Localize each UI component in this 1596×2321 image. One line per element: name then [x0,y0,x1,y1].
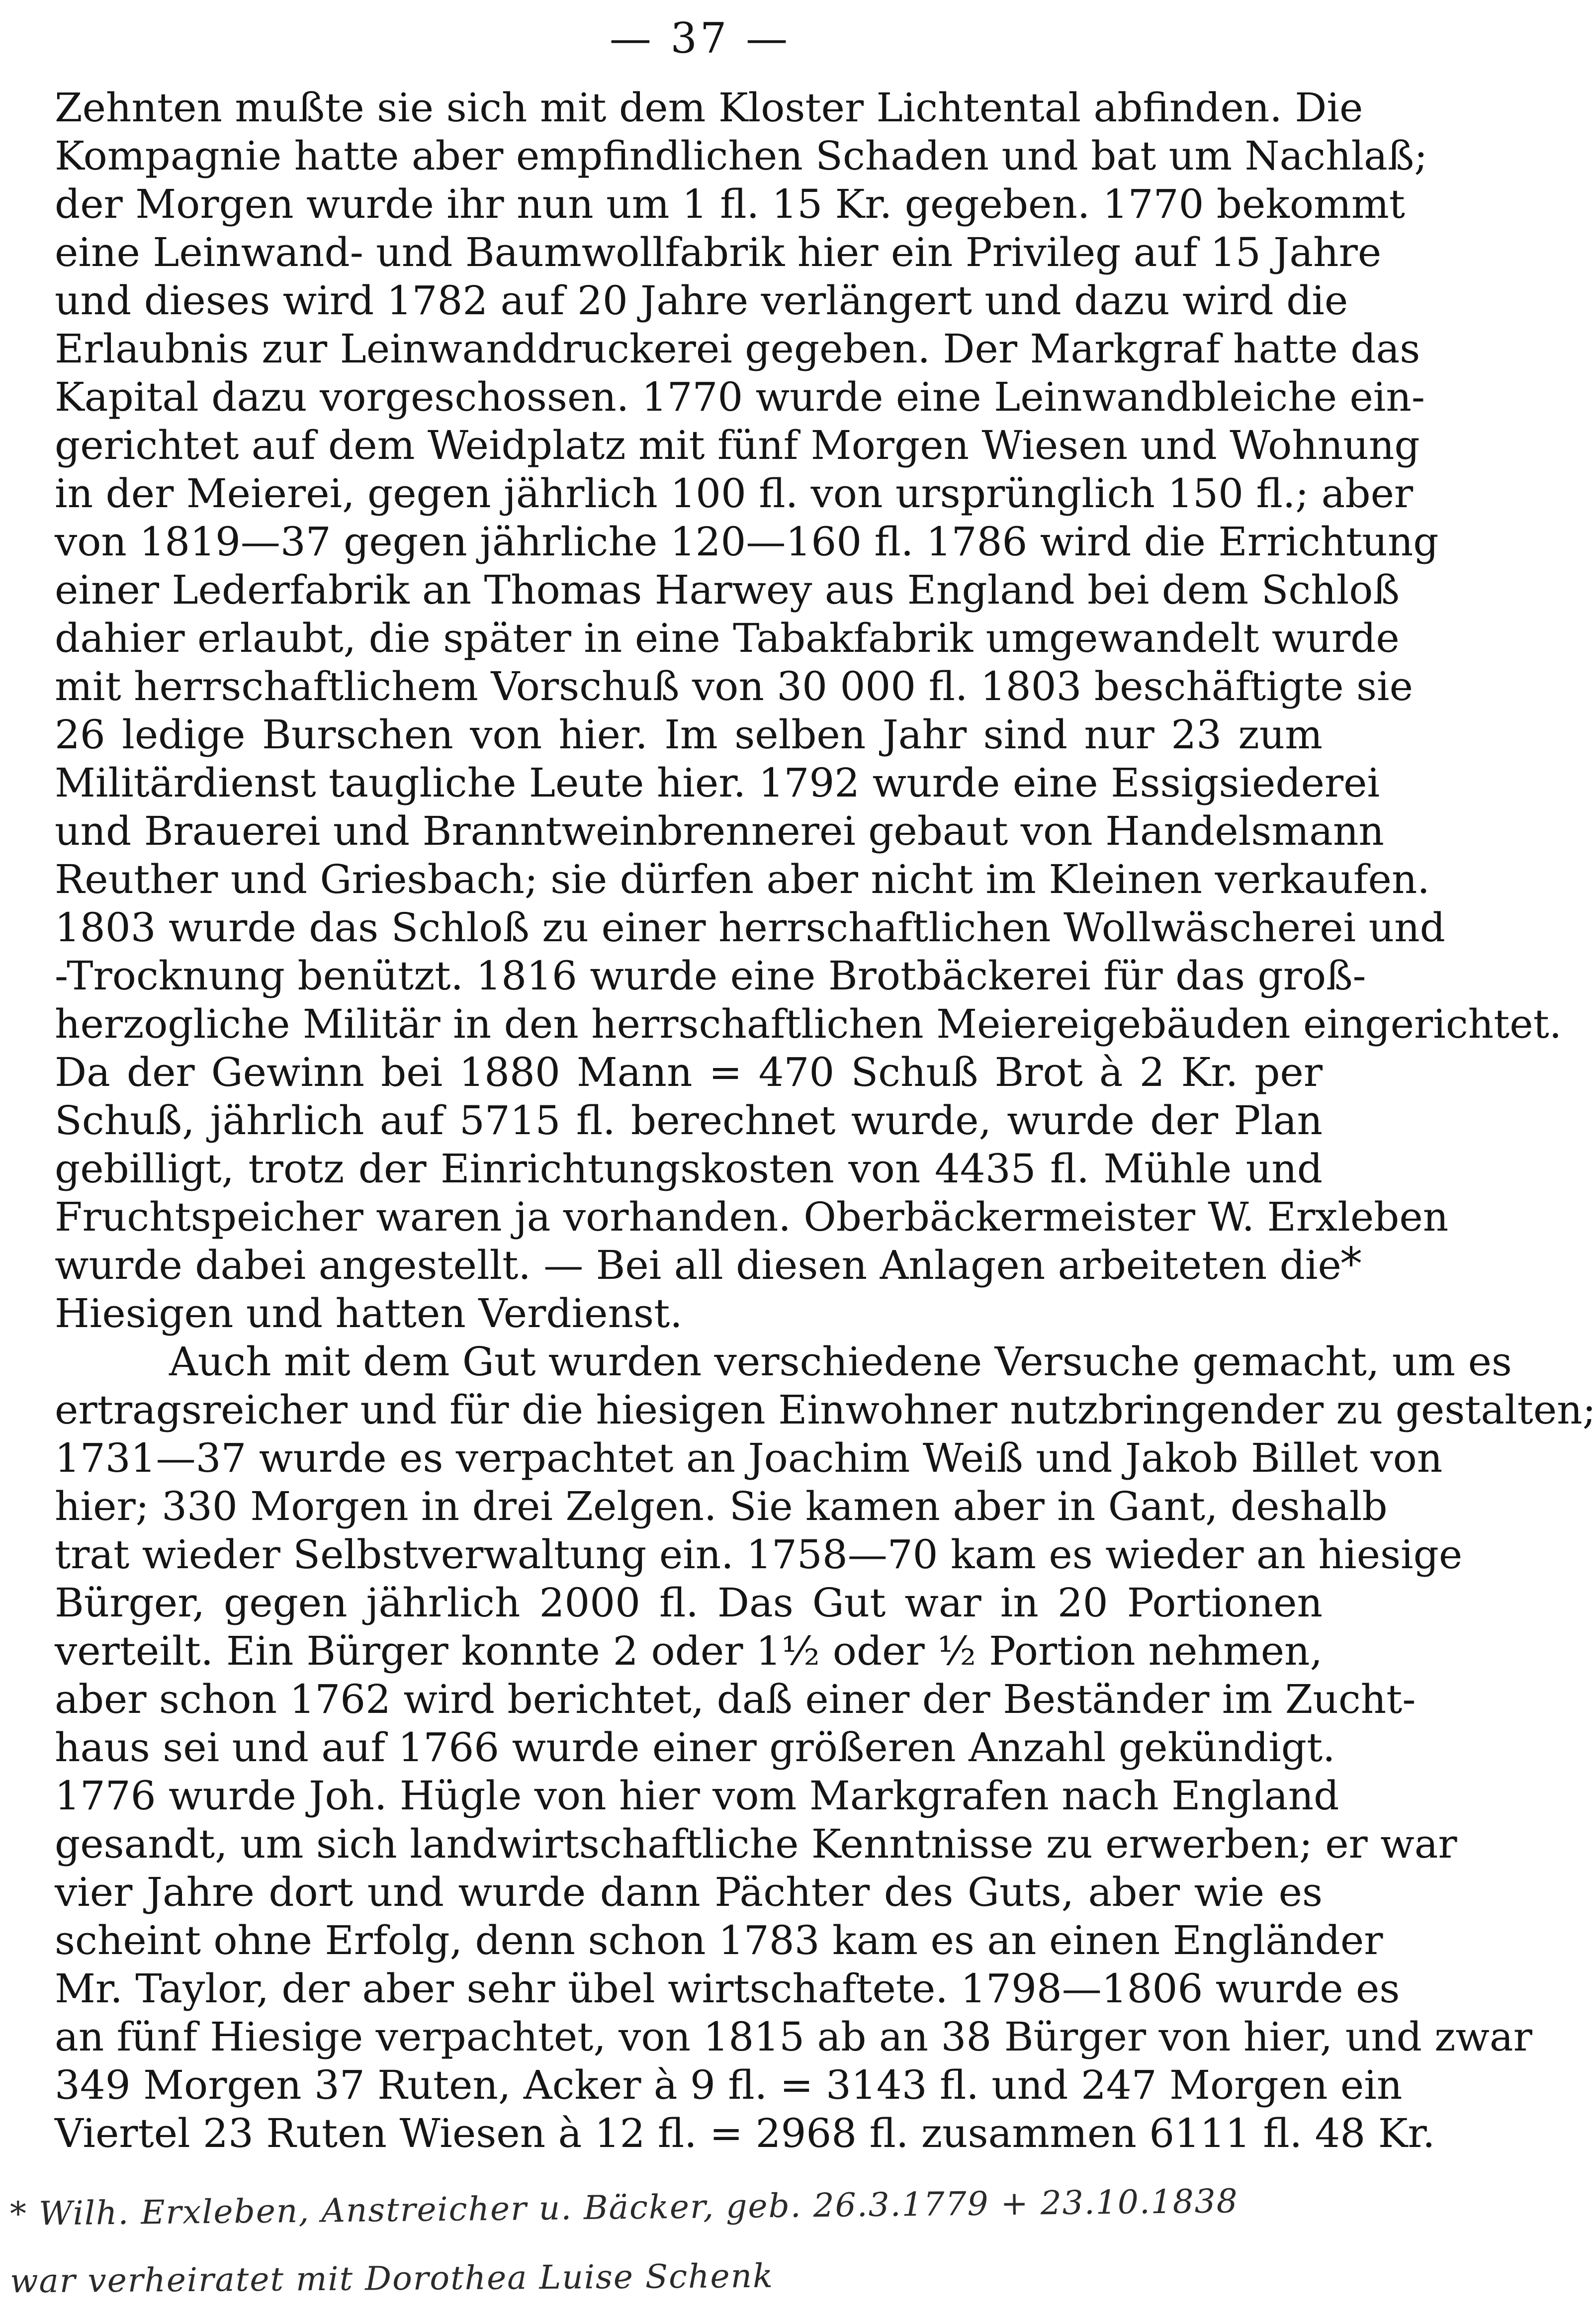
text-line: gebilligt, trotz der Einrichtungskosten von 4435 fl. Mühle und [55,1146,1323,1192]
text-line: 349 Morgen 37 Ruten, Acker à 9 fl. = 3143 fl. und 247 Morgen ein [55,2062,1403,2108]
margin-asterisk-mark: * [1340,1238,1362,1290]
text-line: und Brauerei und Branntweinbrennerei gebaut von Handelsmann [55,808,1384,854]
text-line: 1731—37 wurde es verpachtet an Joachim Weiß und Jakob Billet von [55,1435,1443,1481]
text-line: Bürger, gegen jährlich 2000 fl. Das Gut war in 20 Portionen [55,1580,1323,1626]
text-line: gerichtet auf dem Weidplatz mit fünf Morgen Wiesen und Wohnung [55,422,1420,468]
paragraph-end-line: Hiesigen und hatten Verdienst. [55,1290,683,1337]
text-line: 1803 wurde das Schloß zu einer herrschaftlichen Wollwäscherei und [55,904,1445,951]
text-line: hier; 330 Morgen in drei Zelgen. Sie kamen aber in Gant, deshalb [55,1483,1388,1529]
text-line: 26 ledige Burschen von hier. Im selben Jahr sind nur 23 zum [55,712,1323,758]
text-line: dahier erlaubt, die später in eine Tabakfabrik umgewandelt wurde [55,615,1400,661]
text-line: ertragsreicher und für die hiesigen Einwohner nutzbringender zu gestalten; [55,1387,1596,1433]
text-line: mit herrschaftlichem Vorschuß von 30 000 fl. 1803 beschäftigte sie [55,663,1413,710]
text-line: Kompagnie hatte aber empfindlichen Schaden und bat um Nachlaß; [55,133,1428,179]
text-line: trat wieder Selbstverwaltung ein. 1758—70 kam es wieder an hiesige [55,1531,1463,1578]
text-line: Viertel 23 Ruten Wiesen à 12 fl. = 2968 fl. zusammen 6111 fl. 48 Kr. [55,2110,1435,2156]
text-line: Mr. Taylor, der aber sehr übel wirtschaftete. 1798—1806 wurde es [55,1965,1400,2012]
text-line: Zehnten mußte sie sich mit dem Kloster Lichtental abfinden. Die [55,85,1363,131]
text-line: scheint ohne Erfolg, denn schon 1783 kam es an einen Engländer [55,1917,1383,1964]
text-line: aber schon 1762 wird berichtet, daß einer der Beständer im Zucht- [55,1676,1416,1722]
text-line: Schuß, jährlich auf 5715 fl. berechnet wurde, wurde der Plan [55,1097,1323,1144]
text-line: und dieses wird 1782 auf 20 Jahre verlängert und dazu wird die [55,277,1348,324]
text-line: Fruchtspeicher waren ja vorhanden. Oberbäckermeister W. Erxleben [55,1194,1449,1240]
text-line: eine Leinwand- und Baumwollfabrik hier ein Privileg auf 15 Jahre [55,229,1382,275]
text-line: -Trocknung benützt. 1816 wurde eine Brotbäckerei für das groß- [55,953,1366,999]
paragraph-start-line: Auch mit dem Gut wurden verschiedene Versuche gemacht, um es [169,1339,1512,1385]
handwritten-note: war verheiratet mit Dorothea Luise Schenk [9,2256,774,2301]
text-line: Militärdienst taugliche Leute hier. 1792 wurde eine Essigsiederei [55,760,1380,806]
text-line: der Morgen wurde ihr nun um 1 fl. 15 Kr. gegeben. 1770 bekommt [55,181,1405,227]
text-line: 1776 wurde Joh. Hügle von hier vom Markgrafen nach England [55,1773,1339,1819]
text-line: in der Meierei, gegen jährlich 100 fl. von ursprünglich 150 fl.; aber [55,470,1414,517]
text-line: einer Lederfabrik an Thomas Harwey aus England bei dem Schloß [55,567,1400,613]
text-line: gesandt, um sich landwirtschaftliche Kenntnisse zu erwerben; er war [55,1821,1457,1867]
page-number: — 37 — [609,14,791,63]
handwritten-note: * Wilh. Erxleben, Anstreicher u. Bäcker, geb. 26.3.1779 + 23.10.1838 [9,2182,1239,2233]
text-line: Reuther und Griesbach; sie dürfen aber nicht im Kleinen verkaufen. [55,856,1430,902]
text-line: an fünf Hiesige verpachtet, von 1815 ab an 38 Bürger von hier, und zwar [55,2014,1532,2060]
text-line: Erlaubnis zur Leinwanddruckerei gegeben. Der Markgraf hatte das [55,326,1420,372]
text-line: vier Jahre dort und wurde dann Pächter des Guts, aber wie es [55,1869,1323,1915]
text-line: verteilt. Ein Bürger konnte 2 oder 1½ oder ½ Portion nehmen, [55,1628,1323,1674]
text-line: Kapital dazu vorgeschossen. 1770 wurde eine Leinwandbleiche ein- [55,374,1425,420]
text-line: haus sei und auf 1766 wurde einer größeren Anzahl gekündigt. [55,1724,1335,1771]
text-line: Da der Gewinn bei 1880 Mann = 470 Schuß Brot à 2 Kr. per [55,1049,1323,1095]
text-line: wurde dabei angestellt. — Bei all diesen Anlagen arbeiteten die [55,1242,1341,1288]
body-text [55,84,1596,2157]
text-line: herzogliche Militär in den herrschaftlichen Meiereigebäuden eingerichtet. [55,1001,1562,1047]
text-line: von 1819—37 gegen jährliche 120—160 fl. 1786 wird die Errichtung [55,519,1439,565]
